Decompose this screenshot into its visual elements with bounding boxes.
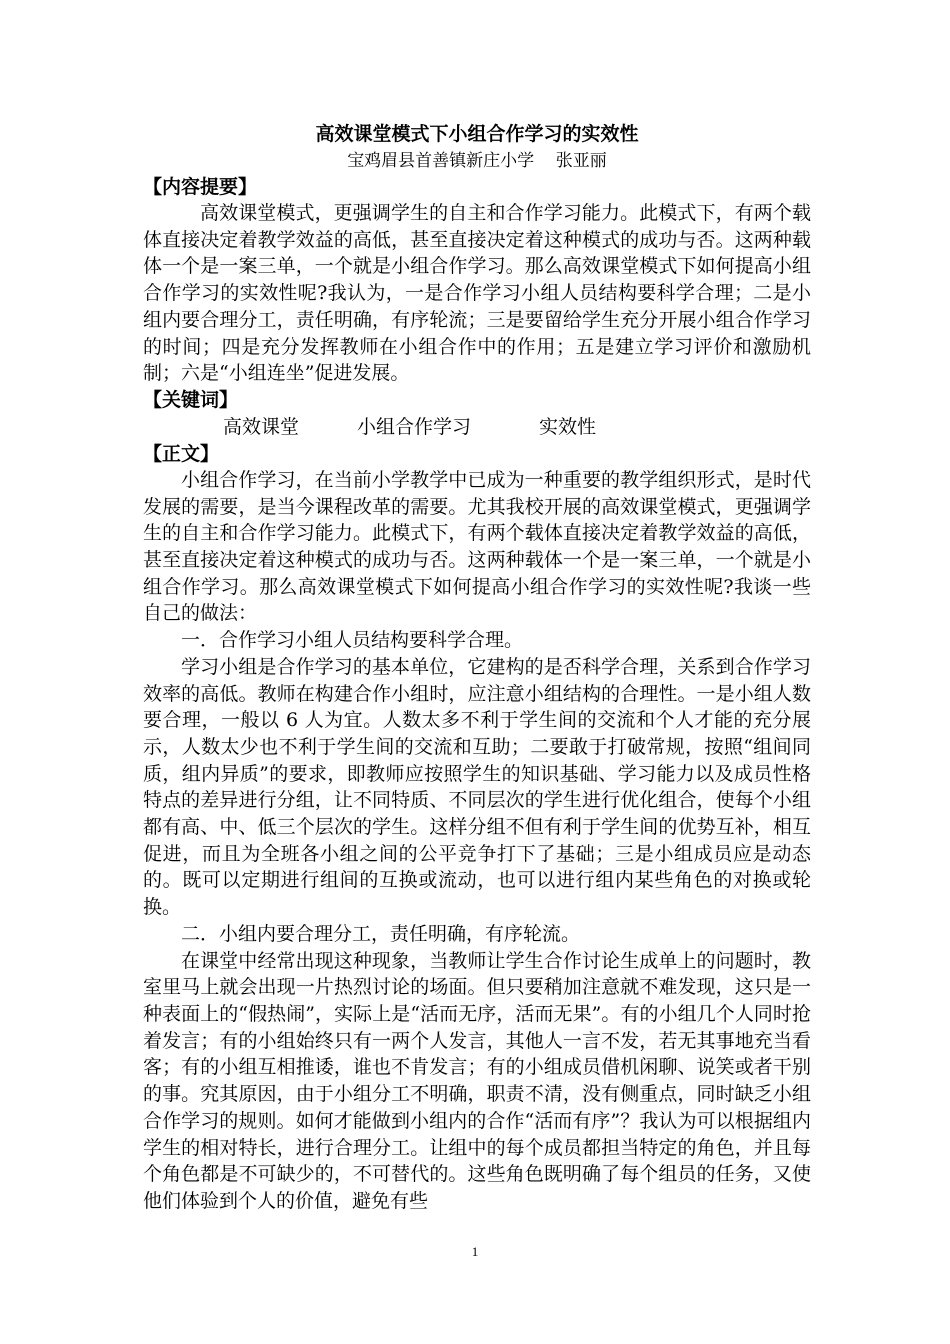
abstract-heading: 【内容提要】	[143, 176, 258, 198]
document-title: 高效课堂模式下小组合作学习的实效性	[315, 123, 639, 145]
author-line: 宝鸡眉县首善镇新庄小学 张亚丽	[347, 151, 607, 171]
keywords-line	[143, 413, 811, 441]
section-heading: 二．小组内要合理分工，责任明确，有序轮流。	[181, 922, 581, 945]
keyword: 小组合作学习	[357, 415, 472, 438]
page-number: 1	[471, 1244, 479, 1259]
page-content	[143, 120, 811, 1215]
body-paragraph: 小组合作学习，在当前小学教学中已成为一种重要的教学组织形式，是时代发展的需要，是当今课程改革的需要。尤其我校开展的高效课堂模式，更强调学生的自主和合作学习能力。此模式下，有两个载体直接决定着教学效益的高低，甚至直接决定着这种模式的成功与否。这两种载体一个是一案三单，一个就是小组合作学习。那么高效课堂模式下如何提高小组合作学习的实效性呢?我谈一些自己的做法：	[143, 468, 811, 625]
keyword: 高效课堂	[223, 415, 300, 438]
abstract-paragraph: 高效课堂模式，更强调学生的自主和合作学习能力。此模式下，有两个载体直接决定着教学效益的高低，甚至直接决定着这种模式的成功与否。这两种载体一个是一案三单，一个就是小组合作学习。那么高效课堂模式下如何提高小组合作学习的实效性呢?我认为，一是合作学习小组人员结构要科学合理；二是小组内要合理分工，责任明确，有序轮流；三是要留给学生充分开展小组合作学习的时间；四是充分发挥教师在小组合作中的作用；五是建立学习评价和激励机制；六是“小组连坐”促进发展。	[143, 202, 811, 385]
keywords-heading: 【关键词】	[143, 388, 239, 411]
keyword: 实效性	[539, 415, 597, 438]
body-heading: 【正文】	[143, 442, 220, 465]
section-heading: 一．合作学习小组人员结构要科学合理。	[181, 629, 524, 652]
body-paragraph: 在课堂中经常出现这种现象，当教师让学生合作讨论生成单上的问题时，教室里马上就会出现一片热烈讨论的场面。但只要稍加注意就不难发现，这只是一种表面上的“假热闹”，实际上是“活而无序，活而无果”。有的小组几个人同时抢着发言；有的小组始终只有一两个人发言，其他人一言不发，若无其事地充当看客；有的小组互相推诿，谁也不肯发言；有的小组成员借机闲聊、说笑或者干别的事。究其原因，由于小组分工不明确，职责不清，没有侧重点，同时缺乏小组合作学习的规则。如何才能做到小组内的合作“活而有序”？我认为可以根据组内学生的相对特长，进行合理分工。让组中的每个成员都担当特定的角色，并且每个角色都是不可缺少的，不可替代的。这些角色既明确了每个组员的任务，又使他们体验到个人的价值，避免有些	[143, 949, 811, 1212]
body-paragraph: 学习小组是合作学习的基本单位，它建构的是否科学合理，关系到合作学习效率的高低。教师在构建合作小组时，应注意小组结构的合理性。一是小组人数要合理，一般以 6 人为宜。人数太多不利于学生间的交流和个人才能的充分展示，人数太少也不利于学生间的交流和互助；二要敢于打破常规，按照“组间同质，组内异质”的要求，即教师应按照学生的知识基础、学习能力以及成员性格特点的差异进行分组，让不同特质、不同层次的学生进行优化组合，使每个小组都有高、中、低三个层次的学生。这样分组不但有利于学生间的优势互补，相互促进，而且为全班各小组之间的公平竞争打下了基础；三是小组成员应是动态的。既可以定期进行组间的互换或流动，也可以进行组内某些角色的对换或轮换。	[143, 655, 811, 919]
